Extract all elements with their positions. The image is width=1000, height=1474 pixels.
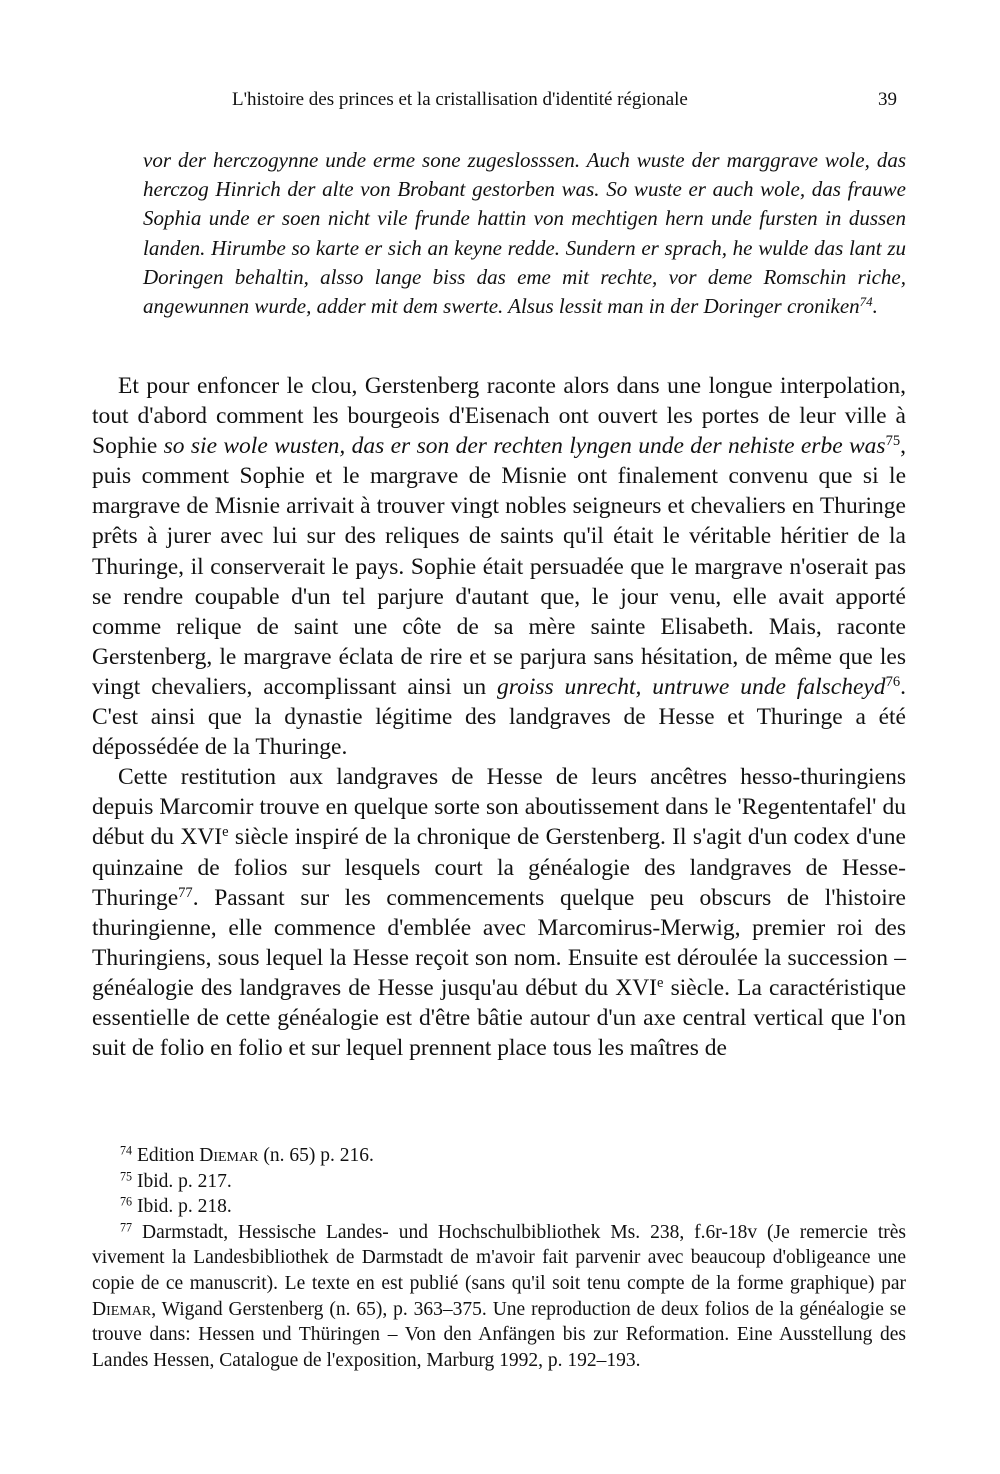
block-quote <box>143 146 906 321</box>
century-superscript: e <box>222 824 229 841</box>
p1-text-3: . C'est ainsi que la dynastie légitime des landgraves de Hesse et Thuringe a été dépossédée de la Thuringe. <box>92 673 906 761</box>
footnotes <box>92 1143 906 1373</box>
body-text <box>92 371 906 1063</box>
footnote-76 <box>92 1194 906 1220</box>
footnote-ref-76: 76 <box>885 673 901 690</box>
century-superscript: e <box>657 974 664 991</box>
p2-text-1: Cette restitution aux landgraves de Hesse de leurs ancêtres hesso-thuringiens depuis Marcomir trouve en quelque sorte son aboutissement dans le 'Regententafel' du début du XVI <box>92 764 906 851</box>
footnote-number: 74 <box>120 1143 133 1158</box>
footnote-75 <box>92 1169 906 1195</box>
footnote-text: Edition <box>132 1145 200 1166</box>
author-name: Diemar <box>199 1145 259 1166</box>
p1-quote-1: so sie wole wusten, das er son der rechten lyngen unde der nehiste erbe was <box>163 433 886 460</box>
footnote-number: 77 <box>120 1220 133 1235</box>
footnote-text: , Wigand Gerstenberg (n. 65), p. 363–375. Une reproduction de deux folios de la généalogie se trouve dans: Hessen und Thüringen – Von den Anfängen bis zur Reformation. Eine Ausstellung des Landes Hessen, Catalogue de l'exposition, Marburg 1992, p. 192–193. <box>92 1298 906 1371</box>
footnote-number: 75 <box>120 1168 133 1183</box>
page-number: 39 <box>878 89 897 110</box>
footnote-text: Ibid. p. 218. <box>132 1196 232 1218</box>
footnote-text: Ibid. p. 217. <box>132 1170 232 1192</box>
footnote-text: (n. 65) p. 216. <box>258 1145 374 1166</box>
p1-text-1: Et pour enfoncer le clou, Gerstenberg raconte alors dans une longue interpolation, tout d'abord comment les bourgeois d'Eisenach ont ouvert les portes de leur ville à Sophie <box>92 373 906 460</box>
footnote-ref-77: 77 <box>178 884 193 901</box>
paragraph-1 <box>92 371 906 762</box>
p2-text-2: siècle inspiré de la chronique de Gerstenberg. Il s'agit d'un codex d'une quinzaine de folios sur lesquels court la généalogie des landgraves de Hesse-Thuringe <box>92 824 906 911</box>
footnote-77 <box>92 1220 906 1374</box>
p2-text-3: . Passant sur les commencements quelque peu obscurs de l'histoire thuringienne, elle commence d'emblée avec Marcomirus-Merwig, premier roi des Thuringiens, sous lequel la Hesse reçoit son nom. Ensuite est déroulée la succession – généalogie des landgraves de Hesse jusqu'au début du XVI <box>92 884 906 1001</box>
quote-end: . <box>872 294 878 319</box>
footnote-ref-74: 74 <box>859 293 873 309</box>
author-name: Diemar <box>92 1298 152 1320</box>
paragraph-2 <box>92 762 906 1063</box>
footnote-number: 76 <box>120 1194 133 1209</box>
quote-text: vor der herczogynne unde erme sone zugeslosssen. Auch wuste der marggrave wole, das herczog Hinrich der alte von Brobant gestorben was. So wuste er auch wole, das frauwe Sophia unde er soen nicht vile frunde hattin von mechtigen hern unde fursten in dussen landen. Hirumbe so karte er sich an keyne redde. Sundern er sprach, he wulde das lant zu Doringen behaltin, alsso lange biss das eme mit rechte, vor deme Romschin riche, angewunnen wurde, adder mit dem swerte. Alsus lessit man in der Doringer croniken <box>143 148 906 319</box>
p2-text-4: siècle. La caractéristique essentielle de cette généalogie est d'être bâtie autour d'un axe central vertical que l'on suit de folio en folio et sur lequel prennent place tous les maîtres de <box>92 974 907 1062</box>
running-head: L'histoire des princes et la cristallisation d'identité régionale <box>232 89 688 110</box>
p1-text-2: , puis comment Sophie et le margrave de Misnie ont finalement convenu que si le margrave de Misnie arrivait à trouver vingt nobles seigneurs et chevaliers en Thuringe prêts à jurer avec lui sur des reliques de saints qu'il était le véritable héritier de la Thuringe, il conserverait le pays. Sophie était persuadée que le margrave n'oserait pas se rendre coupable d'un tel parjure d'autant que, le jour venu, elle avait apporté comme relique de saint une côte de sa mère sainte Elisabeth. Mais, raconte Gerstenberg, le margrave éclata de rire et se parjura sans hésitation, de même que les vingt chevaliers, accomplissant ainsi un <box>92 433 906 700</box>
footnote-ref-75: 75 <box>885 433 901 450</box>
footnote-74 <box>92 1143 906 1169</box>
p1-quote-2: groiss unrecht, untruwe unde falscheyd <box>497 673 886 700</box>
footnote-text: Darmstadt, Hessische Landes- und Hochschulbibliothek Ms. 238, f.6r-18v (Je remercie très vivement la Landesbibliothek de Darmstadt de m'avoir fait parvenir avec beaucoup d'obligeance une copie de ce manuscrit). Le texte en est publié (sans qu'il soit tenu compte de la forme graphique) par <box>92 1221 906 1294</box>
